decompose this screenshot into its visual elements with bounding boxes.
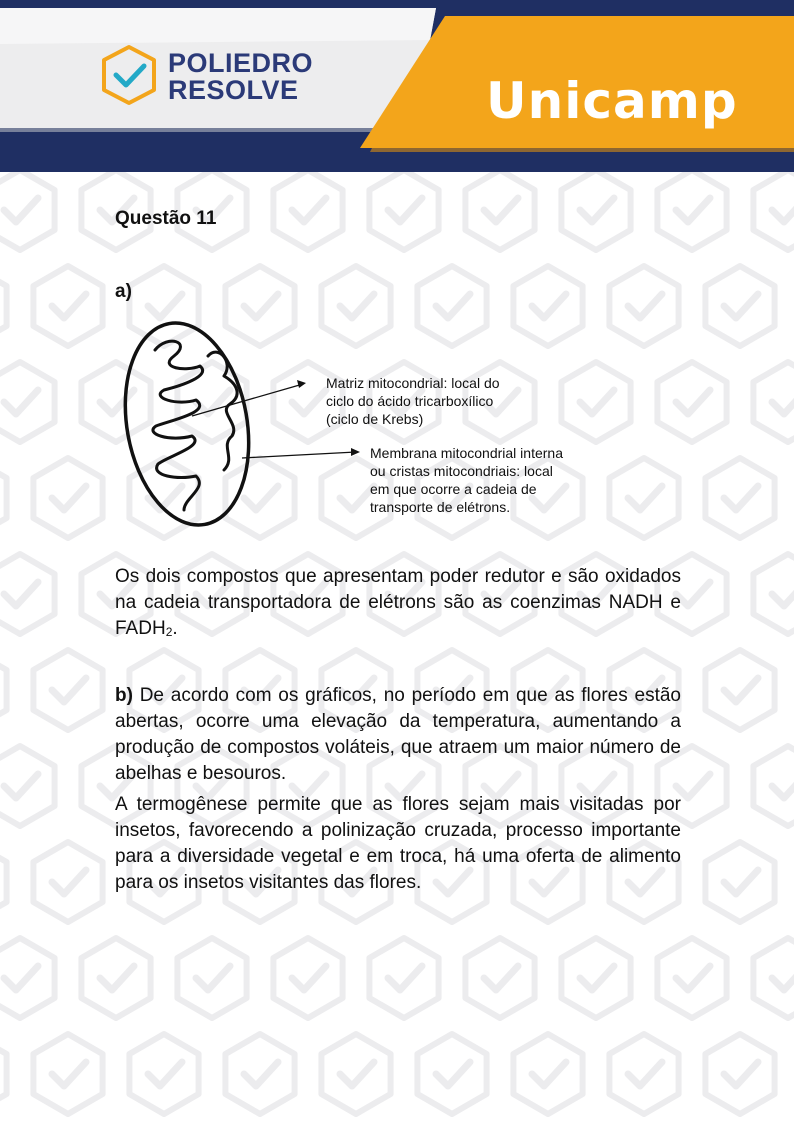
watermark-check-icon [705, 266, 774, 346]
watermark-check-icon [705, 1034, 774, 1114]
watermark-check-icon [0, 458, 7, 538]
label-membrane [370, 444, 563, 516]
watermark-check-icon [33, 650, 102, 730]
label-matrix-line: ciclo do ácido tricarboxílico [326, 393, 494, 409]
watermark-check-icon [561, 938, 630, 1018]
answer-b-text-1: De acordo com os gráficos, no período em que as flores estão abertas, ocorre uma elevação da temperatura, aumentando a produção de compostos voláteis, que atraem um maior número de abelhas e besouros. [115, 685, 681, 784]
question-title: Questão 11 [115, 208, 217, 229]
watermark-check-icon [561, 170, 630, 250]
label-matrix [326, 374, 500, 428]
watermark-check-icon [0, 1034, 7, 1114]
label-membrane-line: Membrana mitocondrial interna [370, 445, 563, 461]
answer-a-subscript: 2 [165, 625, 173, 639]
watermark-check-icon [321, 1034, 390, 1114]
watermark-check-icon [753, 746, 794, 826]
watermark-check-icon [753, 554, 794, 634]
watermark-check-icon [129, 1034, 198, 1114]
logo-text-poliedro: POLIEDRO [168, 48, 314, 78]
watermark-check-icon [273, 170, 342, 250]
watermark-check-icon [465, 170, 534, 250]
label-membrane-line: ou cristas mitocondriais: local [370, 463, 553, 479]
watermark-check-icon [609, 266, 678, 346]
watermark-check-icon [657, 170, 726, 250]
watermark-check-icon [705, 458, 774, 538]
answer-a-text: Os dois compostos que apresentam poder redutor e são oxidados na cadeia transportadora de elétrons são as coenzimas NADH e FADH [115, 566, 681, 639]
watermark-check-icon [0, 170, 55, 250]
watermark-check-icon [0, 938, 55, 1018]
arrow-matrix [192, 384, 303, 416]
watermark-check-icon [81, 938, 150, 1018]
watermark-check-icon [513, 1034, 582, 1114]
answer-a-paragraph [115, 564, 681, 645]
watermark-check-icon [753, 938, 794, 1018]
watermark-check-icon [369, 938, 438, 1018]
watermark-check-icon [417, 1034, 486, 1114]
watermark-check-icon [465, 938, 534, 1018]
watermark-check-icon [33, 842, 102, 922]
label-matrix-line: Matriz mitocondrial: local do [326, 375, 500, 391]
arrow-membrane-head [351, 448, 360, 456]
watermark-check-icon [273, 938, 342, 1018]
watermark-check-icon [177, 938, 246, 1018]
exam-title: Unicamp [486, 72, 738, 130]
watermark-check-icon [33, 1034, 102, 1114]
arrow-matrix-head [297, 380, 306, 388]
watermark-check-icon [657, 938, 726, 1018]
watermark-check-icon [609, 1034, 678, 1114]
arrow-membrane [242, 452, 356, 458]
answer-a-end: . [172, 618, 178, 639]
part-b-label: b) [115, 685, 133, 706]
answer-b-paragraph-2: A termogênese permite que as flores sejam mais visitadas por insetos, favorecendo a polinização cruzada, processo importante para a diversidade vegetal e em troca, há uma oferta de alimento para os insetos visitantes das flores. [115, 794, 681, 893]
logo-text-resolve: RESOLVE [168, 75, 299, 105]
watermark-check-icon [0, 554, 55, 634]
watermark-check-icon [705, 650, 774, 730]
watermark-check-icon [225, 1034, 294, 1114]
watermark-check-icon [513, 266, 582, 346]
watermark-check-icon [0, 842, 7, 922]
watermark-check-icon [609, 458, 678, 538]
label-matrix-line: (ciclo de Krebs) [326, 411, 424, 427]
watermark-check-icon [0, 650, 7, 730]
watermark-check-icon [0, 746, 55, 826]
watermark-check-icon [657, 362, 726, 442]
label-membrane-line: em que ocorre a cadeia de [370, 481, 537, 497]
watermark-check-icon [753, 170, 794, 250]
answer-b-paragraph-1 [115, 683, 681, 787]
part-a-label: a) [115, 281, 132, 302]
watermark-check-icon [369, 170, 438, 250]
watermark-check-icon [0, 266, 7, 346]
watermark-check-icon [705, 842, 774, 922]
logo-hexagon-check-icon [100, 44, 158, 106]
mitochondrion-cristae [153, 341, 237, 510]
watermark-check-icon [33, 266, 102, 346]
watermark-check-icon [0, 362, 55, 442]
watermark-check-icon [33, 458, 102, 538]
watermark-check-icon [561, 362, 630, 442]
label-membrane-line: transporte de elétrons. [370, 499, 511, 515]
watermark-check-icon [753, 362, 794, 442]
